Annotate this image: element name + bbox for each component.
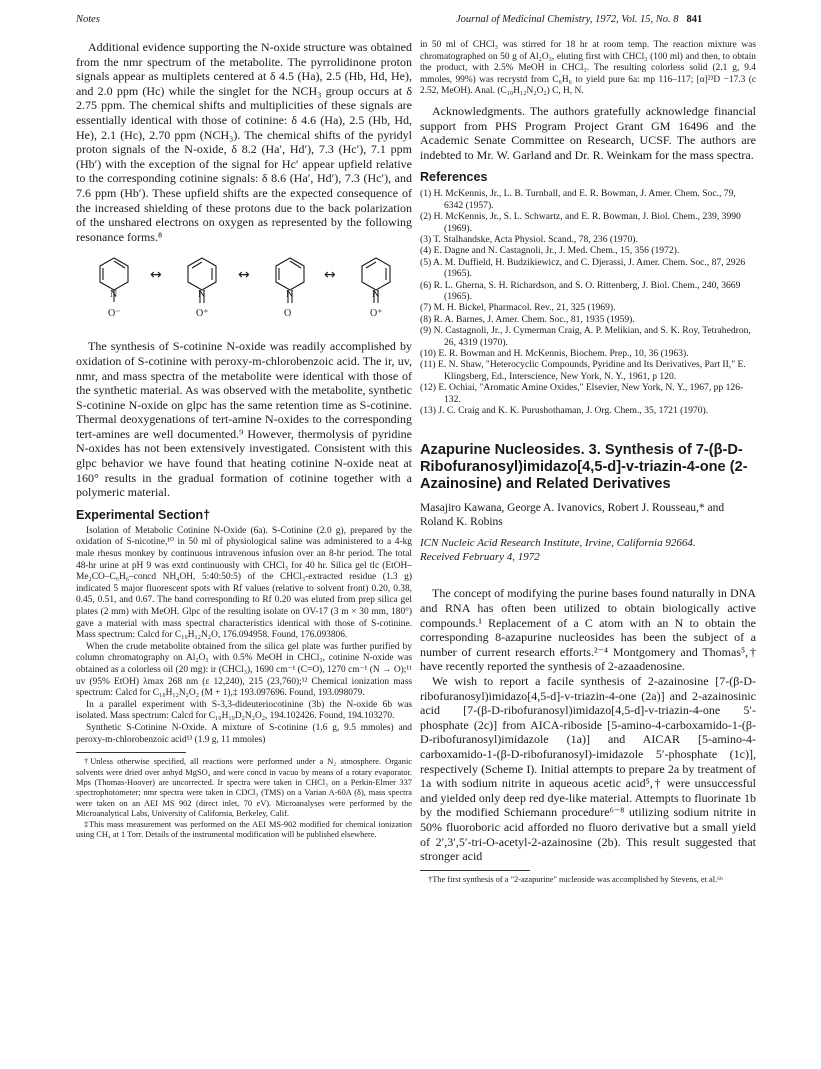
continued-paragraph: in 50 ml of CHCl₃ was stirred for 18 hr at room temp. The reaction mixture was chromatographed on 50 g of Al₂O₃, eluting first with CHCl₃ (100 ml) and then, to obtain the product, with 2.5% MeOH in CHCl₃. The resulting colorless solid (2.1 g, 9.4 mmoles, 99%) was recrystd from C₆H₆ to yield pure 6a: mp 116–117; [α]²³D −17.3 (c 2.52, MeOH). Anal. (C₁₀H₁₂N₂O₂) C, H, N. — [420, 40, 756, 97]
reference-item: (7) M. H. Bickel, Pharmacol. Rev., 21, 325 (1969). — [420, 302, 616, 314]
reference-item: (1) H. McKennis, Jr., L. B. Turnball, and E. R. Bowman, J. Amer. Chem. Soc., 79, 6342 (1957). — [420, 188, 736, 211]
oxide-label-2: O⁺ — [196, 308, 209, 320]
resonance-arrow-1: ↔ — [150, 267, 162, 284]
oxide-label-3: O — [284, 308, 292, 320]
page-number: 841 — [686, 14, 703, 25]
right-column — [420, 40, 756, 885]
synthetic-oxide-paragraph: Synthetic S-Cotinine N-Oxide. A mixture of S-cotinine (1.6 g, 9.5 mmoles) and peroxy-m-chlorobenzoic acid¹³ (1.9 g, 11 mmoles) — [76, 722, 412, 745]
nitrogen-label-4: N — [372, 289, 380, 301]
running-head-right — [456, 14, 702, 25]
footnote-rule — [76, 752, 186, 753]
article-authors: Masajiro Kawana, George A. Ivanovics, Robert J. Rousseau,* and Roland K. Robins — [420, 502, 725, 529]
reference-item: (3) T. Stalhandske, Acta Physiol. Scand., 78, 236 (1970). — [420, 233, 638, 245]
affiliation-line: ICN Nucleic Acid Research Institute, Irvine, California 92664. — [420, 537, 696, 550]
nitrogen-label-3: N — [286, 289, 294, 301]
resonance-forms-figure — [76, 250, 412, 326]
resonance-arrow-3: ↔ — [324, 267, 336, 284]
synthesis-paragraph: The synthesis of S-cotinine N-oxide was readily accomplished by oxidation of S-cotinine with peroxy-m-chlorobenzoic acid. The ir, uv, nmr, and mass spectra of the metabolite were identical with those of the synthetic material. As was observed with the metabolite, synthetic S-cotinine N-oxide on glpc has the same retention time as S-cotinine. Thermal deoxygenations of tert-amine N-oxides to the corresponding tert-amines are well documented.⁹ However, thermolysis of pyridine N-oxides has not been extensively investigated. Consistent with this glpc behavior we have found that heating cotinine N-oxide neat at 160° results in the gradual formation of cotinine together with a polymeric material. — [76, 339, 412, 500]
reference-item: (6) R. L. Gherna, S. H. Richardson, and S. O. Rittenberg, J. Biol. Chem., 240, 3669 (1965). — [420, 279, 741, 302]
left-column — [76, 40, 412, 840]
reference-item: (4) E. Dagne and N. Castagnoli, Jr., J. Med. Chem., 15, 356 (1972). — [420, 245, 680, 257]
reference-item: (13) J. C. Craig and K. K. Purushothaman, J. Org. Chem., 35, 1721 (1970). — [420, 405, 709, 417]
oxide-label-4: O⁺ — [370, 308, 383, 320]
reference-item: (9) N. Castagnoli, Jr., J. Cymerman Craig, A. P. Melikian, and S. K. Roy, Tetrahedron, 26, 4319 (1970). — [420, 325, 751, 348]
resonance-arrow-2: ↔ — [238, 267, 250, 284]
acknowledgments: Acknowledgments. The authors gratefully acknowledge financial support from PHS Program Project Grant GM 16496 and the Academic Senate Committee on Research, UCSF. The authors are indebted to Mr. W. Garland and Dr. R. Weinkam for the mass spectra. — [420, 103, 756, 162]
reference-item: (8) R. A. Barnes, J. Amer. Chem. Soc., 81, 1935 (1959). — [420, 313, 635, 325]
nmr-paragraph: Additional evidence supporting the N-oxide structure was obtained from the nmr spectrum of the metabolite. The pyrrolidinone proton signals appear as multiplets centered at δ 4.5 (Ha), 2.5 (Hb, Hd, He), and 2.0 ppm (Hc) while the singlet for the NCH₃ group occurs at δ 2.75 ppm. The chemical shifts and multiplicities of these signals are essentially identical with those of cotinine: δ 4.6 (Ha), 2.5 (Hb, Hd, He), 2.1 (Hc), 2.70 ppm (NCH₃). The chemical shifts of the pyridyl proton signals of the N-oxide, δ 8.2 (Ha′, Hd′), 7.3 (Hc′), 7.1 ppm (Hb′) with the exception of the signal for Hc′ appear upfield relative to the corresponding cotinine signals: δ 8.6 (Ha′, Hd′), 7.3 (Hc′), and 7.6 ppm (Hb′). These upfield shifts are the expected consequence of the increased shielding of these protons due to the back polarization of the unshared electrons on oxygen as represented by the following resonance forms.⁸ — [76, 40, 412, 244]
deuterio-paragraph: In a parallel experiment with S-3,3-dideuteriocotinine (3b) the N-oxide 6b was isolated. Mass spectrum: Calcd for C₁₀H₁₀D₂N₂O₂, 194.102426. Found, 194.103270. — [76, 699, 412, 722]
running-head-left: Notes — [76, 14, 100, 25]
article-affiliation — [420, 537, 756, 564]
experimental-heading: Experimental Section† — [76, 507, 211, 522]
footnote-dagger: †Unless otherwise specified, all reactions were performed under a N₂ atmosphere. Organic solvents were dried over anhyd MgSO₄ and were concd in vacuo by means of a rotary evaporator. Mps (Thomas-Hoover) are uncorrected. Ir spectra were taken in CHCl₃ on a Perkin-Elmer 337 spectrophotometer; nmr spectra were taken in CDCl₃ (TMS) on a Varian A-60A (δ), mass spectra were taken on an AEI MS 902 (direct inlet, 70 eV). Microanalyses were performed by the Microanalytical Labs, University of California, Berkeley, Calif. — [76, 757, 412, 819]
article-title: Azapurine Nucleosides. 3. Synthesis of 7-(β-D-Ribofuranosyl)imidazo[4,5-d]-v-triazin-4-one (2-Azainosine) and Related Derivatives — [420, 442, 748, 493]
synthesis-report-paragraph: We wish to report a facile synthesis of 2-azainosine [7-(β-D-ribofuranosyl)imidazo[4,5-d]-v-triazin-4-one (2a)] and 2-azainosinic acid [7-(β-D-ribofuranosyl)imidazo[4,5-d]-v-triazin-4-one 5′-phosphate (2c)] from AICA-riboside [5-amino-4-carboxamido-1-(β-D-ribofuranosyl)imidazole (1a)] and AICAR [5-amino-4-carboxamido-1-(β-D-ribofuranosyl)-imidazole 5′-phosphate (1c)], respectively (Scheme I). Initial attempts to prepare 2a by treatment of 1a with sodium nitrite in aqueous acetic acid⁵,† were unsuccessful and yielded only deep red dye-like material. Attempts to fluorinate 1b by the modified Schiemann procedure⁶⁻⁸ utilizing sodium nitrite in 50% fluoroboric acid afforded no fluoro derivative but a small yield of 2′,3′,5′-tri-O-acetyl-2-azainosine (2b). This result suggested that stronger acid — [420, 674, 756, 864]
reference-item: (12) E. Ochiai, "Aromatic Amine Oxides," Elsevier, New York, N. Y., 1967, pp 126-132. — [420, 382, 744, 405]
intro-paragraph: The concept of modifying the purine bases found naturally in DNA and RNA has often been utilized to obtain biologically active compounds.¹ Replacement of a C atom with an N to obtain the corresponding 8-azapurine nucleosides has been the subject of a number of current research efforts.²⁻⁴ Montgomery and Thomas⁵,† have recently reported the synthesis of 2-azaadenosine. — [420, 586, 756, 674]
reference-item: (5) A. M. Duffield, H. Budzikiewicz, and C. Djerassi, J. Amer. Chem. Soc., 87, 2926 (1965). — [420, 256, 746, 280]
purification-paragraph: When the crude metabolite obtained from the silica gel plate was further purified by column chromatography on Al₂O₃ with 0.5% MeOH in CHCl₃, cotinine N-oxide was obtained as a colorless oil (20 mg): ir (CHCl₃), 1690 cm⁻¹ (C=O), 1270 cm⁻¹ (N → O);¹¹ uv (95% EtOH) λmax 268 nm (ε 12,240), 215 (23,760);¹² Chemical ionization mass spectrum: Calcd for C₁₀H₁₂N₂O₂ (M + 1),‡ 193.097696. Found, 193.098079. — [76, 641, 412, 699]
reference-item: (2) H. McKennis, Jr., S. L. Schwartz, and E. R. Bowman, J. Biol. Chem., 239, 3990 (1969). — [420, 211, 741, 234]
references-list — [420, 188, 756, 416]
nitrogen-label-2: N — [198, 289, 206, 301]
reference-item: (10) E. R. Bowman and H. McKennis, Biochem. Prep., 10, 36 (1963). — [420, 348, 689, 360]
nitrogen-label-1: N — [110, 289, 118, 301]
footnote-rule — [420, 870, 530, 871]
reference-item: (11) E. N. Shaw, "Heterocyclic Compounds, Pyridine and Its Derivatives, Part II," E. Klingsberg, Ed., Interscience, New York, N. Y., 1961, p 120. — [420, 359, 746, 382]
footnote-double-dagger: ‡This mass measurement was performed on the AEI MS-902 modified for chemical ionization using CH₄ at 1 Torr. Details of the instrumental modification will be published elsewhere. — [76, 819, 412, 839]
references-heading: References — [420, 170, 488, 185]
footnote-first-synthesis: †The first synthesis of a "2-azapurine" nucleoside was accomplished by Stevens, et al.⁶ᵇ — [428, 874, 723, 884]
journal-citation: Journal of Medicinal Chemistry, 1972, Vol. 15, No. 8 — [456, 14, 679, 25]
isolation-paragraph: Isolation of Metabolic Cotinine N-Oxide (6a). S-Cotinine (2.0 g), prepared by the oxidation of S-nicotine,¹⁰ in 50 ml of physiological saline was administered to a 4-kg male rhesus monkey by continuous intravenous infusion over an 8-hr period. The total 48-hr urine at pH 9 was extd continuously with CHCl₃ for 40 hr. Silica gel tlc (EtOH–Me₂CO–C₆H₆–concd NH₄OH, 5:40:50:5) of the CHCl₃-extracted residue (1.3 g) indicated 5 major fluorescent spots with Rf values (relative to solvent front) 0.20, 0.38, 0.45, 0.51, and 0.67. The band corresponding to Rf 0.20 was eluted from prep silica gel plates (2 mm) with MeOH. Glpc of the resulting isolate on OV-17 (3 m × 30 mm, 180°) gave a material with mass spectral characteristics identical with those of S-cotinine. Mass spectrum: Calcd for C₁₀H₁₂N₂O, 176.094958. Found, 176.093806. — [76, 525, 412, 641]
received-date: Received February 4, 1972 — [420, 550, 540, 563]
oxide-label-1: O⁻ — [108, 308, 121, 320]
